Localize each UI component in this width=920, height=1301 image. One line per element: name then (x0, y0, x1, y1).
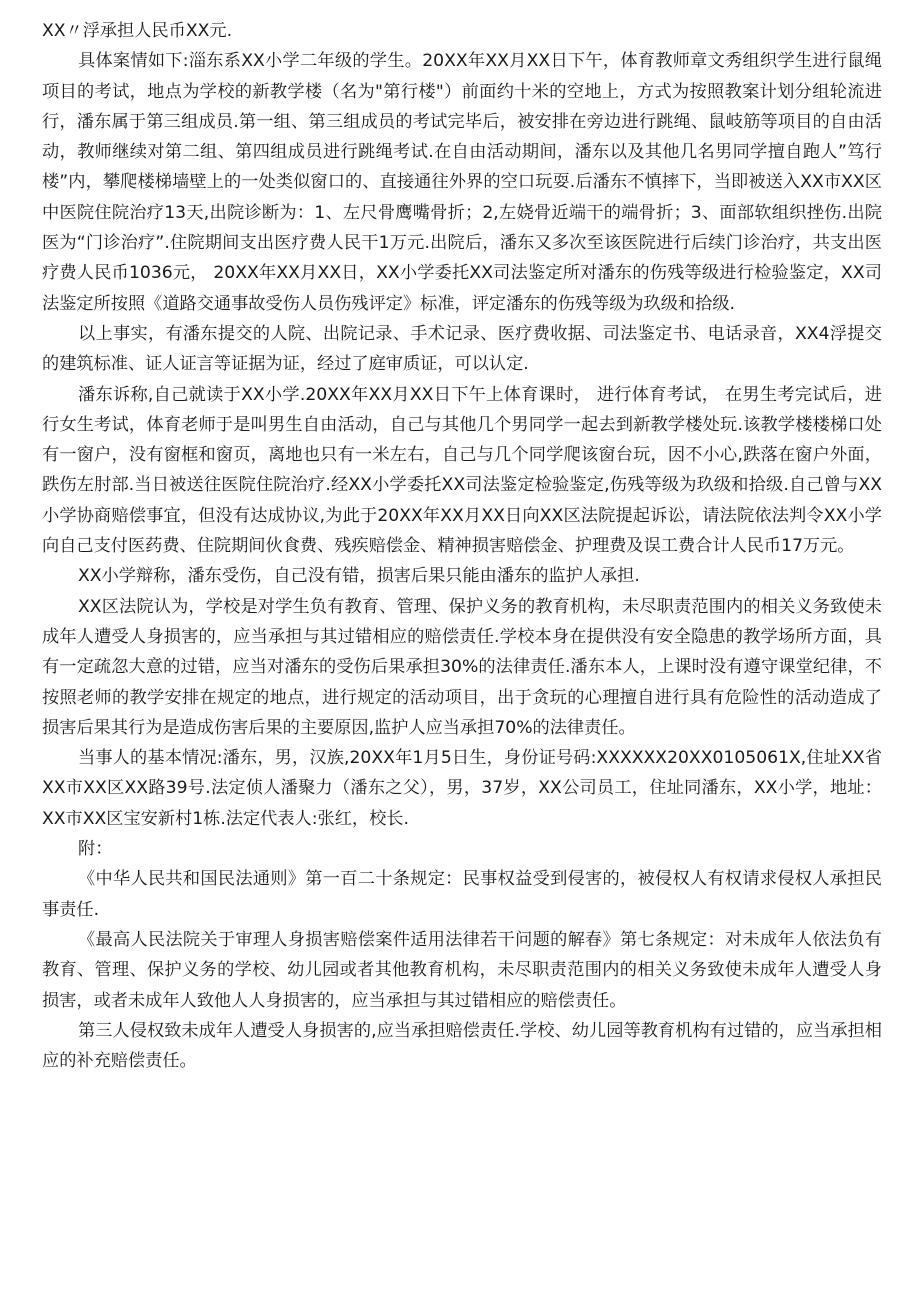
paragraph-9: 《中华人民共和国民法通则》第一百二十条规定：民事权益受到侵害的，被侵权人有权请求侵权人承担民事责任. (42, 869, 882, 920)
paragraph-2: 具体案情如下:淄东系XX小学二年级的学生。20XX年XX月XX日下午，体育教师章文秀组织学生进行鼠绳项目的考试，地点为学校的新教学楼（名为"第行楼"）前面约十米的空地上，方式为按照教案计划分组轮流进行，潘东属于第三组成员.第一组、第三组成员的考试完毕后，被安排在旁边进行跳绳、鼠岐筋等项目的自由活动，教师继续对第二组、第四组成员进行跳绳考试.在自由活动期间，潘东以及其他几名男同学擅自跑人”笃行楼”内，攀爬楼梯墙壁上的一处类似窗口的、直接通往外界的空口玩耍.后潘东不慎摔下，当即被送入XX市XX区中医院住院治疗13天,出院诊断为：1、左尺骨鹰嘴骨折；2,左娆骨近端干的端骨折；3、面部软组织挫伤.出院医为“门诊治疗”.住院期间支出医疗费人民干1万元.出院后，潘东又多次至该医院进行后续门诊治疗，共支出医疗费人民币1036元， 20XX年XX月XX日，XX小学委托XX司法鉴定所对潘东的伤残等级进行检验鉴定，XX司法鉴定所按照《道路交通事故受伤人员伤残评定》标准，评定潘东的伤残等级为玖级和拾级. (42, 51, 882, 314)
paragraph-8: 附： (78, 839, 113, 860)
paragraph-11: 第三人侵权致未成年人遭受人身损害的,应当承担赔偿责任.学校、幼儿园等教育机构有过错的，应当承担相应的补充赔偿责任。 (42, 1020, 882, 1072)
document-page (42, 16, 882, 1076)
paragraph-6: XX区法院认为，学校是对学生负有教育、管理、保护义务的教育机构，未尽职责范围内的相关义务致使未成年人遭受人身损害的，应当承担与其过错相应的赔偿责任.学校本身在提供没有安全隐患的教学场所方面，具有一定疏忽大意的过错，应当对潘东的受伤后果承担30%的法律责任.潘东本人，上课时没有遵守课堂纪律，不按照老师的教学安排在规定的地点，进行规定的活动项目，出于贪玩的心理擅自进行具有危险性的活动造成了损害后果其行为是造成伤害后果的主要原因,监护人应当承担70%的法律责任。 (42, 596, 882, 738)
paragraph-5: XX小学辩称，潘东受伤，自己没有错，损害后果只能由潘东的监护人承担. (78, 566, 640, 587)
paragraph-7: 当事人的基本情况:潘东，男，汉族,20XX年1月5日生，身份证号码:XXXXXX20XX0105061X,住址XX省XX市XX区XX路39号.法定侦人潘聚力（潘东之父），男，37岁，XX公司员工，住址同潘东，XX小学，地址：XX市XX区宝安新村1栋.法定代表人:张红，校长. (42, 748, 882, 829)
paragraph-4: 潘东诉称,自己就读于XX小学.20XX年XX月XX日下午上体育课时， 进行体育考试， 在男生考完试后，进行女生考试，体育老师于是叫男生自由活动，自己与其他几个男同学一起去到新教学楼处玩.该教学楼楼梯口处有一窗户，没有窗框和窗页，离地也只有一米左右，自己与几个同学爬该窗台玩，因不小心,跌落在窗户外面，跌伤左肘部.当日被送往医院住院治疗.经XX小学委托XX司法鉴定检验鉴定,伤残等级为玖级和拾级.自己曾与XX小学协商赔偿事宜，但没有达成协议,为此于20XX年XX月XX日向XX区法院提起诉讼，请法院依法判令XX小学向自己支付医药费、住院期间伙食费、残疾赔偿金、精神损害赔偿金、护理费及误工费合计人民币17万元。 (42, 384, 882, 557)
paragraph-1: XX〃浮承担人民币XX元. (42, 21, 233, 41)
paragraph-3: 以上事实，有潘东提交的人院、出院记录、手术记录、医疗费收据、司法鉴定书、电话录音，XX4浮提交的建筑标准、证人证言等证据为证，经过了庭审质证，可以认定. (42, 323, 882, 375)
paragraph-10: 《最高人民法院关于审理人身损害赔偿案件适用法律若干问题的解春》第七条规定：对未成年人依法负有教育、管理、保护义务的学校、幼儿园或者其他教育机构，未尽职责范围内的相关义务致使未成年人遭受人身损害，或者未成年人致他人人身损害的，应当承担与其过错相应的赔偿责任。 (42, 929, 882, 1011)
